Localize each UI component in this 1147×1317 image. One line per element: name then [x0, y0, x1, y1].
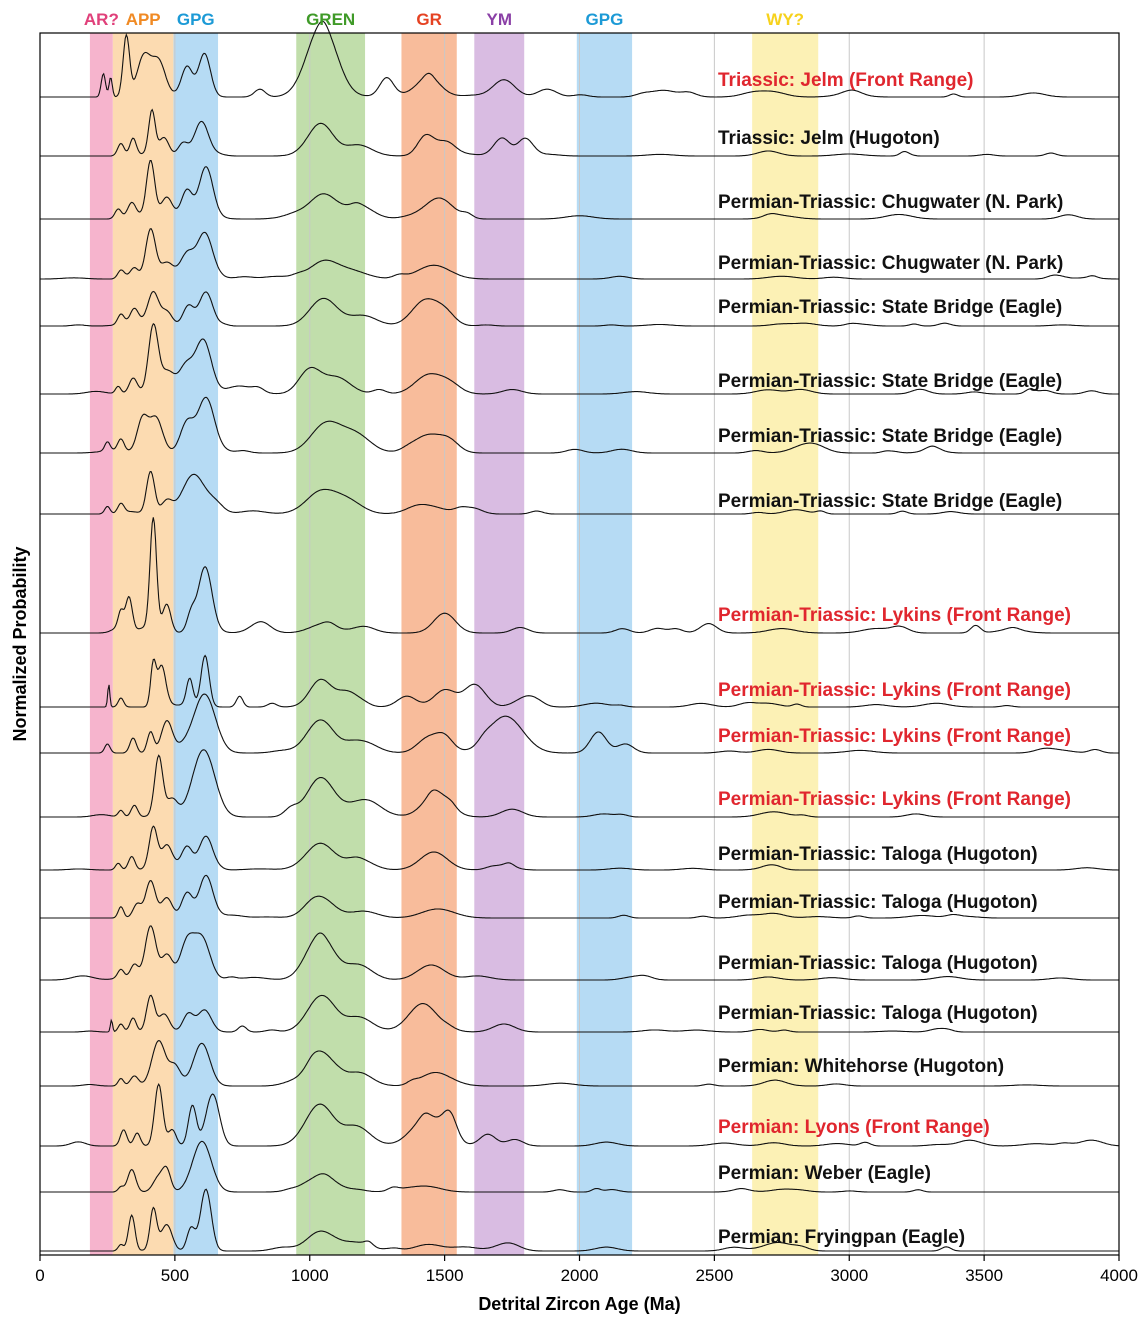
x-tick-label-1500: 1500: [425, 1266, 464, 1285]
x-tick-label-2000: 2000: [560, 1266, 599, 1285]
sample-label-9: Permian-Triassic: Lykins (Front Range): [718, 605, 1071, 626]
band-label-5: YM: [486, 10, 512, 29]
band-label-6: GPG: [585, 10, 624, 29]
x-axis-title: Detrital Zircon Age (Ma): [478, 1294, 681, 1314]
band-app-1: [113, 33, 174, 1255]
x-tick-label-1000: 1000: [290, 1266, 329, 1285]
band-ym-5: [474, 33, 524, 1255]
band-ar-0: [90, 33, 113, 1255]
band-label-1: APP: [125, 10, 161, 29]
x-tick-label-3500: 3500: [965, 1266, 1004, 1285]
x-axis: [35, 1255, 1138, 1285]
sample-label-3: Permian-Triassic: Chugwater (N. Park): [718, 192, 1064, 213]
sample-label-19: Permian: Weber (Eagle): [718, 1163, 931, 1184]
sample-label-7: Permian-Triassic: State Bridge (Eagle): [718, 426, 1063, 447]
x-tick-label-4000: 4000: [1100, 1266, 1138, 1285]
sample-label-10: Permian-Triassic: Lykins (Front Range): [718, 680, 1071, 701]
sample-label-4: Permian-Triassic: Chugwater (N. Park): [718, 253, 1064, 274]
age-bands: [90, 33, 818, 1255]
y-axis-title: Normalized Probability: [10, 546, 30, 742]
band-labels: [84, 10, 804, 29]
x-tick-label-2500: 2500: [695, 1266, 734, 1285]
sample-label-5: Permian-Triassic: State Bridge (Eagle): [718, 297, 1063, 318]
sample-label-2: Triassic: Jelm (Hugoton): [718, 128, 940, 149]
sample-label-8: Permian-Triassic: State Bridge (Eagle): [718, 491, 1063, 512]
sample-label-12: Permian-Triassic: Lykins (Front Range): [718, 789, 1071, 810]
sample-label-18: Permian: Lyons (Front Range): [718, 1117, 990, 1138]
band-label-3: GREN: [306, 10, 356, 29]
sample-label-1: Triassic: Jelm (Front Range): [718, 70, 974, 91]
sample-label-16: Permian-Triassic: Taloga (Hugoton): [718, 1003, 1038, 1024]
band-label-2: GPG: [176, 10, 215, 29]
band-label-0: AR?: [83, 10, 119, 29]
sample-label-6: Permian-Triassic: State Bridge (Eagle): [718, 371, 1063, 392]
x-tick-label-3000: 3000: [830, 1266, 869, 1285]
sample-label-20: Permian: Fryingpan (Eagle): [718, 1227, 966, 1248]
sample-label-11: Permian-Triassic: Lykins (Front Range): [718, 726, 1071, 747]
band-label-7: WY?: [766, 10, 805, 29]
band-gr-4: [401, 33, 456, 1255]
sample-label-15: Permian-Triassic: Taloga (Hugoton): [718, 953, 1038, 974]
x-tick-label-0: 0: [35, 1266, 45, 1285]
band-label-4: GR: [416, 10, 442, 29]
x-tick-label-500: 500: [160, 1266, 190, 1285]
sample-label-17: Permian: Whitehorse (Hugoton): [718, 1056, 1005, 1077]
sample-label-13: Permian-Triassic: Taloga (Hugoton): [718, 844, 1038, 865]
sample-label-14: Permian-Triassic: Taloga (Hugoton): [718, 892, 1038, 913]
